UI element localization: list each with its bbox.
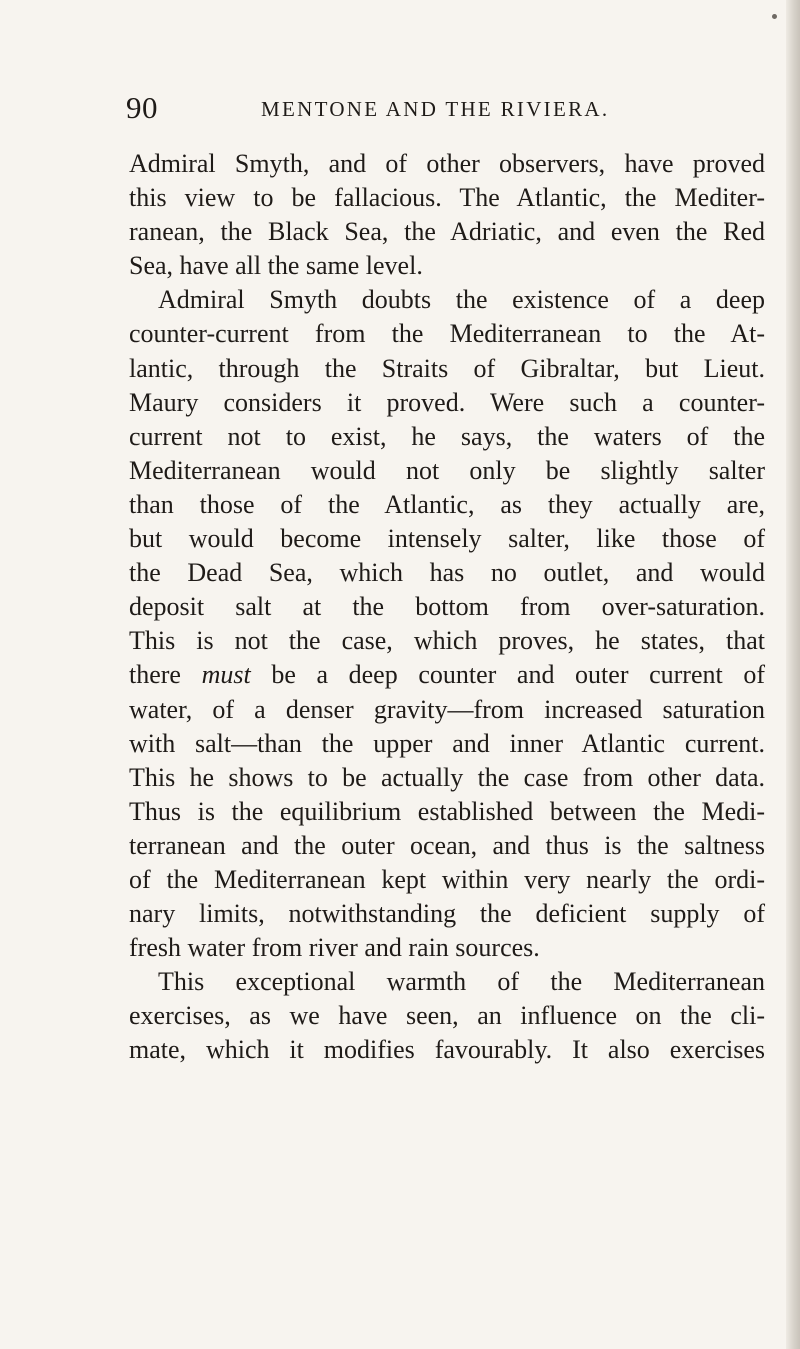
text-line: This exceptional warmth of the Mediterranean [158,967,765,997]
text-line: counter-current from the Mediterranean to the At- [129,319,765,349]
text-line: Maury considers it proved. Were such a counter- [129,387,765,417]
running-header [126,92,766,124]
text-line: deposit salt at the bottom from over-saturation. [129,592,765,622]
text-line: of the Mediterranean kept within very nearly the ordi- [129,864,765,894]
text-line: mate, which it modifies favourably. It also exercises [129,1035,765,1065]
text-line: the Dead Sea, which has no outlet, and would [129,558,765,588]
running-title: MENTONE AND THE RIVIERA. [261,97,610,121]
text-line: Admiral Smyth, and of other observers, have proved [129,149,765,178]
text-line: nary limits, notwithstanding the deficient supply of [129,899,765,929]
text-line: this view to be fallacious. The Atlantic, the Mediter- [129,183,765,213]
text-line [129,658,765,692]
page-number: 90 [126,90,158,125]
text-line: Mediterranean would not only be slightly salter [129,455,765,485]
text-line: exercises, as we have seen, an influence on the cli- [129,1001,765,1031]
text-line-end: be a deep counter and outer current of [250,660,765,690]
text-line: ranean, the Black Sea, the Adriatic, and even the Red [129,217,765,247]
text-line: terranean and the outer ocean, and thus is the saltness [129,830,765,860]
text-line: but would become intensely salter, like those of [129,524,765,554]
text-line: Admiral Smyth doubts the existence of a deep [158,285,765,315]
text-line: This is not the case, which proves, he states, that [129,626,765,656]
text-line: lantic, through the Straits of Gibraltar, but Lieut. [129,353,765,383]
body-text [129,147,765,1068]
text-line-start: there [129,660,202,690]
ink-speck [772,14,777,19]
page-edge-shadow [786,0,800,1349]
text-line: than those of the Atlantic, as they actually are, [129,489,765,519]
text-line: Thus is the equilibrium established between the Medi- [129,796,765,826]
text-line: fresh water from river and rain sources. [129,933,540,963]
text-line: This he shows to be actually the case from other data. [129,762,765,792]
text-line: Sea, have all the same level. [129,251,423,281]
emphasis-must: must [201,660,251,690]
text-line: current not to exist, he says, the waters of the [129,421,765,451]
text-line: with salt—than the upper and inner Atlantic current. [129,728,765,758]
text-line: water, of a denser gravity—from increased saturation [129,694,765,724]
